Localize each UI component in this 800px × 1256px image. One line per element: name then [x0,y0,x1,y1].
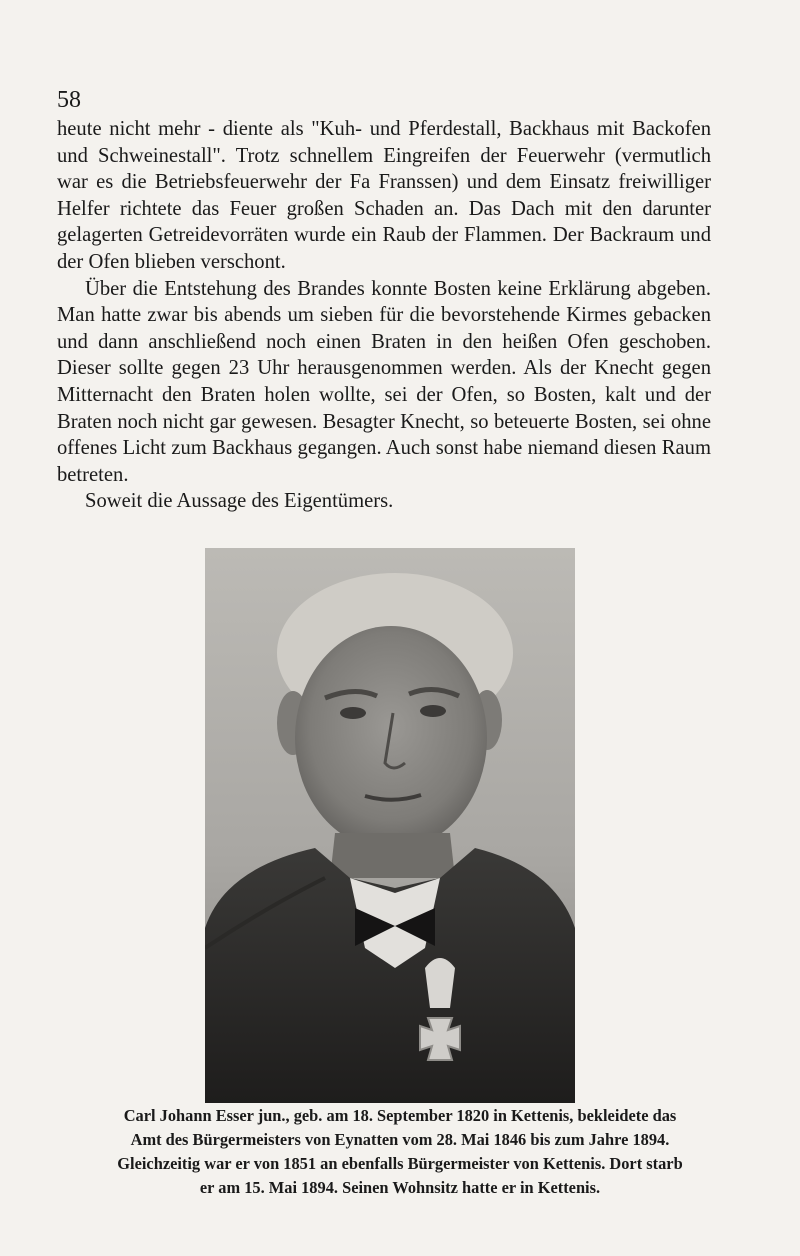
paragraph: Über die Entstehung des Brandes konnte Bosten keine Erklärung abgeben. Man hatte zwar bis abends um sieben für die bevorstehende Kirmes gebacken und dann anschließend noch einen Braten in den heißen Ofen geschoben. Dieser sollte gegen 23 Uhr herausgenommen werden. Als der Knecht gegen Mitternacht den Braten holen wollte, sei der Ofen, so Bosten, kalt und der Braten noch nicht gar gewesen. Besagter Knecht, so beteuerte Bosten, sei ohne offenes Licht zum Backhaus gegangen. Auch sonst habe niemand diesen Raum betreten. [57,277,711,486]
paragraph: Soweit die Aussage des Eigentümers. [85,490,394,513]
paragraph: heute nicht mehr - diente als "Kuh- und Pferdestall, Backhaus mit Backofen und Schweinestall". Trotz schnellem Eingreifen der Feuerwehr (vermutlich war es die Betriebsfeuerwehr der Fa Franssen) und dem Einsatz freiwilliger Helfer richtete das Feuer großen Schaden an. Das Dach mit den darunter gelagerten Getreidevorräten wurde ein Raub der Flammen. Der Backraum und der Ofen blieben verschont. [57,118,711,273]
caption-line: er am 15. Mai 1894. Seinen Wohnsitz hatte er in Kettenis. [199,1178,601,1197]
page-number: 58 [57,87,81,113]
caption-line: Gleichzeitig war er von 1851 an ebenfalls Bürgermeister von Kettenis. Dort starb [117,1154,683,1173]
portrait-illustration [205,548,575,1103]
portrait-photo [205,548,575,1103]
face [295,626,487,850]
right-eye [420,705,446,717]
medal-ribbon [425,958,455,1008]
body-text [57,116,711,515]
caption-line: Carl Johann Esser jun., geb. am 18. September 1820 in Kettenis, bekleidete das [123,1106,677,1125]
left-eye [340,707,366,719]
caption-line: Amt des Bürgermeisters von Eynatten vom 28. Mai 1846 bis zum Jahre 1894. [130,1130,670,1149]
coat [205,848,575,1103]
neck [330,833,455,878]
photo-caption [52,1104,748,1200]
